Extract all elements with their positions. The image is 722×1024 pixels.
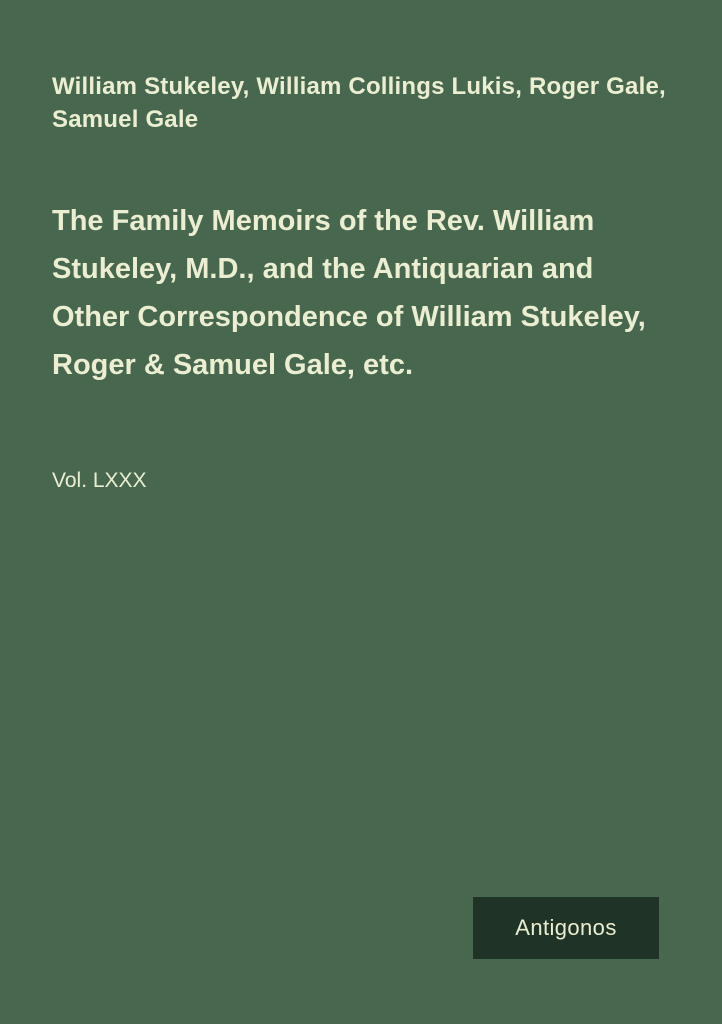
volume-label: Vol. LXXX bbox=[52, 469, 147, 492]
author-list: William Stukeley, William Collings Lukis, Roger Gale, Samuel Gale bbox=[52, 73, 666, 134]
publisher-name: Antigonos bbox=[515, 915, 617, 940]
publisher-badge bbox=[473, 897, 659, 959]
book-title: The Family Memoirs of the Rev. William Stukeley, M.D., and the Antiquarian and Other Correspondence of William Stukeley, Roger & Samuel Gale, etc. bbox=[52, 205, 646, 381]
